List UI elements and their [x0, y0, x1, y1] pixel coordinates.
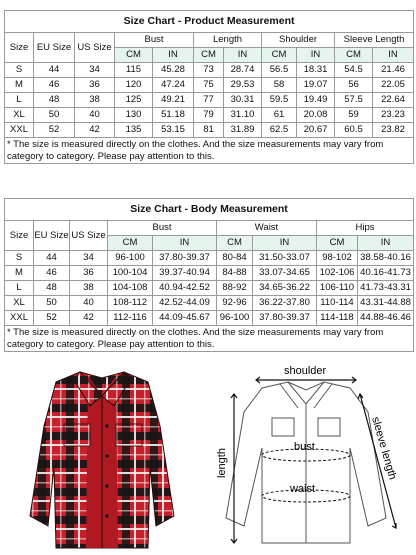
- table-cell: 80-84: [217, 251, 253, 266]
- eu-size-header: EU Size: [34, 33, 75, 63]
- table-cell: 115: [115, 63, 153, 78]
- table-cell: 56: [335, 78, 373, 93]
- table-cell: 112-116: [108, 311, 153, 326]
- table-cell: 44.09-45.67: [153, 311, 217, 326]
- us-size-header: US Size: [70, 221, 108, 251]
- table-cell: 96-100: [217, 311, 253, 326]
- table-cell: 104-108: [108, 281, 153, 296]
- length-label: length: [216, 448, 228, 478]
- table-cell: 52: [34, 311, 70, 326]
- table-cell: 22.64: [373, 93, 414, 108]
- table-cell: M: [5, 78, 34, 93]
- table-cell: 106-110: [317, 281, 358, 296]
- unit-header-cm: CM: [194, 48, 224, 63]
- table-row: [5, 63, 414, 78]
- unit-header-in: IN: [297, 48, 335, 63]
- table-cell: 50: [34, 108, 75, 123]
- table-cell: 21.46: [373, 63, 414, 78]
- table-row: [5, 93, 414, 108]
- table-cell: 41.73-43.31: [358, 281, 414, 296]
- product-measurement-table: [4, 10, 414, 164]
- unit-header-cm: CM: [317, 236, 358, 251]
- table-cell: 59: [335, 108, 373, 123]
- table-cell: 23.82: [373, 123, 414, 138]
- body-measurement-table: [4, 198, 414, 352]
- table-cell: S: [5, 251, 34, 266]
- waist-label: waist: [290, 483, 316, 495]
- table-cell: 92-96: [217, 296, 253, 311]
- table-cell: 31.10: [224, 108, 262, 123]
- table-cell: 51.18: [153, 108, 194, 123]
- table-cell: 58: [262, 78, 297, 93]
- unit-header-cm: CM: [262, 48, 297, 63]
- unit-header-cm: CM: [335, 48, 373, 63]
- table-cell: 114-118: [317, 311, 358, 326]
- table-cell: 77: [194, 93, 224, 108]
- table-cell: 47.24: [153, 78, 194, 93]
- table-row: [5, 251, 414, 266]
- measurement-diagram: [200, 358, 412, 553]
- table-cell: 36.22-37.80: [253, 296, 317, 311]
- eu-size-header: EU Size: [34, 221, 70, 251]
- table-cell: 39.37-40.94: [153, 266, 217, 281]
- unit-header-cm: CM: [108, 236, 153, 251]
- table-cell: 48: [34, 93, 75, 108]
- table-cell: 40.16-41.73: [358, 266, 414, 281]
- size-header: Size: [5, 221, 34, 251]
- table-row: [5, 78, 414, 93]
- unit-header-in: IN: [373, 48, 414, 63]
- group-header-length: Length: [194, 33, 262, 48]
- table-cell: 75: [194, 78, 224, 93]
- group-header-bust: Bust: [108, 221, 217, 236]
- table-cell: 98-102: [317, 251, 358, 266]
- unit-header-in: IN: [153, 236, 217, 251]
- unit-header-in: IN: [224, 48, 262, 63]
- table-cell: 43.31-44.88: [358, 296, 414, 311]
- table-cell: XL: [5, 108, 34, 123]
- table-cell: 100-104: [108, 266, 153, 281]
- table-cell: 42.52-44.09: [153, 296, 217, 311]
- table-cell: 19.07: [297, 78, 335, 93]
- table-cell: 37.80-39.37: [253, 311, 317, 326]
- size-header: Size: [5, 33, 34, 63]
- table-cell: S: [5, 63, 34, 78]
- table-cell: 46: [34, 266, 70, 281]
- table-cell: 40: [70, 296, 108, 311]
- table-cell: 46: [34, 78, 75, 93]
- table-cell: 56.5: [262, 63, 297, 78]
- table-cell: 40: [75, 108, 115, 123]
- table-cell: 33.07-34.65: [253, 266, 317, 281]
- table-cell: 38.58-40.16: [358, 251, 414, 266]
- table-cell: 34: [75, 63, 115, 78]
- table-cell: 108-112: [108, 296, 153, 311]
- group-header-shoulder: Shoulder: [262, 33, 335, 48]
- table-cell: 61: [262, 108, 297, 123]
- table-cell: 52: [34, 123, 75, 138]
- table-row: [5, 281, 414, 296]
- table-cell: 73: [194, 63, 224, 78]
- table-cell: 42: [75, 123, 115, 138]
- table-cell: 31.89: [224, 123, 262, 138]
- section-gap: [0, 190, 416, 196]
- table-cell: 59.5: [262, 93, 297, 108]
- unit-header-in: IN: [253, 236, 317, 251]
- table-cell: 20.67: [297, 123, 335, 138]
- table-cell: 96-100: [108, 251, 153, 266]
- table-cell: 125: [115, 93, 153, 108]
- table-cell: 84-88: [217, 266, 253, 281]
- table-row: [5, 266, 414, 281]
- table-cell: 42: [70, 311, 108, 326]
- table-cell: 81: [194, 123, 224, 138]
- table-cell: 60.5: [335, 123, 373, 138]
- table-cell: 19.49: [297, 93, 335, 108]
- table-cell: 29.53: [224, 78, 262, 93]
- table-cell: 28.74: [224, 63, 262, 78]
- table-cell: XL: [5, 296, 34, 311]
- table-row: [5, 311, 414, 326]
- table-cell: L: [5, 281, 34, 296]
- table-cell: XXL: [5, 123, 34, 138]
- table-cell: 40.94-42.52: [153, 281, 217, 296]
- table-cell: 45.28: [153, 63, 194, 78]
- unit-header-cm: CM: [217, 236, 253, 251]
- table-cell: 34: [70, 251, 108, 266]
- group-header-bust: Bust: [115, 33, 194, 48]
- table-cell: 130: [115, 108, 153, 123]
- unit-header-in: IN: [153, 48, 194, 63]
- bust-label: bust: [294, 441, 315, 453]
- table-row: [5, 296, 414, 311]
- table-row: [5, 108, 414, 123]
- table-cell: 18.31: [297, 63, 335, 78]
- table-cell: 38: [70, 281, 108, 296]
- table-cell: 50: [34, 296, 70, 311]
- us-size-header: US Size: [75, 33, 115, 63]
- sleeve-length-label: sleeve length: [369, 415, 399, 482]
- table-cell: 44.88-46.46: [358, 311, 414, 326]
- table-cell: 37.80-39.37: [153, 251, 217, 266]
- table-cell: 102-106: [317, 266, 358, 281]
- table-cell: 36: [75, 78, 115, 93]
- table-cell: 23.23: [373, 108, 414, 123]
- table-cell: 20.08: [297, 108, 335, 123]
- table-cell: 57.5: [335, 93, 373, 108]
- table-cell: L: [5, 93, 34, 108]
- table-cell: XXL: [5, 311, 34, 326]
- table-cell: 31.50-33.07: [253, 251, 317, 266]
- group-header-waist: Waist: [217, 221, 317, 236]
- table-cell: M: [5, 266, 34, 281]
- table-row: [5, 123, 414, 138]
- table-cell: 135: [115, 123, 153, 138]
- group-header-sleeve-length: Sleeve Length: [335, 33, 414, 48]
- table-cell: 22.05: [373, 78, 414, 93]
- table-cell: 53.15: [153, 123, 194, 138]
- body-table-note: * The size is measured directly on the clothes. And the size measurements may vary from category to category. Please pay attention to this.: [5, 326, 414, 352]
- table-cell: 36: [70, 266, 108, 281]
- product-table-note: * The size is measured directly on the clothes. And the size measurements may vary from category to category. Please pay attention to this.: [5, 138, 414, 164]
- unit-header-in: IN: [358, 236, 414, 251]
- table-cell: 38: [75, 93, 115, 108]
- table-cell: 44: [34, 63, 75, 78]
- table-cell: 88-92: [217, 281, 253, 296]
- table-cell: 30.31: [224, 93, 262, 108]
- table-cell: 48: [34, 281, 70, 296]
- product-table-title: Size Chart - Product Measurement: [5, 11, 414, 33]
- table-cell: 79: [194, 108, 224, 123]
- table-cell: 120: [115, 78, 153, 93]
- body-table-title: Size Chart - Body Measurement: [5, 199, 414, 221]
- plaid-shirt-photo: [28, 366, 176, 550]
- table-cell: 54.5: [335, 63, 373, 78]
- table-cell: 49.21: [153, 93, 194, 108]
- table-cell: 62.5: [262, 123, 297, 138]
- group-header-hips: Hips: [317, 221, 414, 236]
- table-cell: 34.65-36.22: [253, 281, 317, 296]
- unit-header-cm: CM: [115, 48, 153, 63]
- table-cell: 110-114: [317, 296, 358, 311]
- table-cell: 44: [34, 251, 70, 266]
- shoulder-label: shoulder: [284, 365, 327, 377]
